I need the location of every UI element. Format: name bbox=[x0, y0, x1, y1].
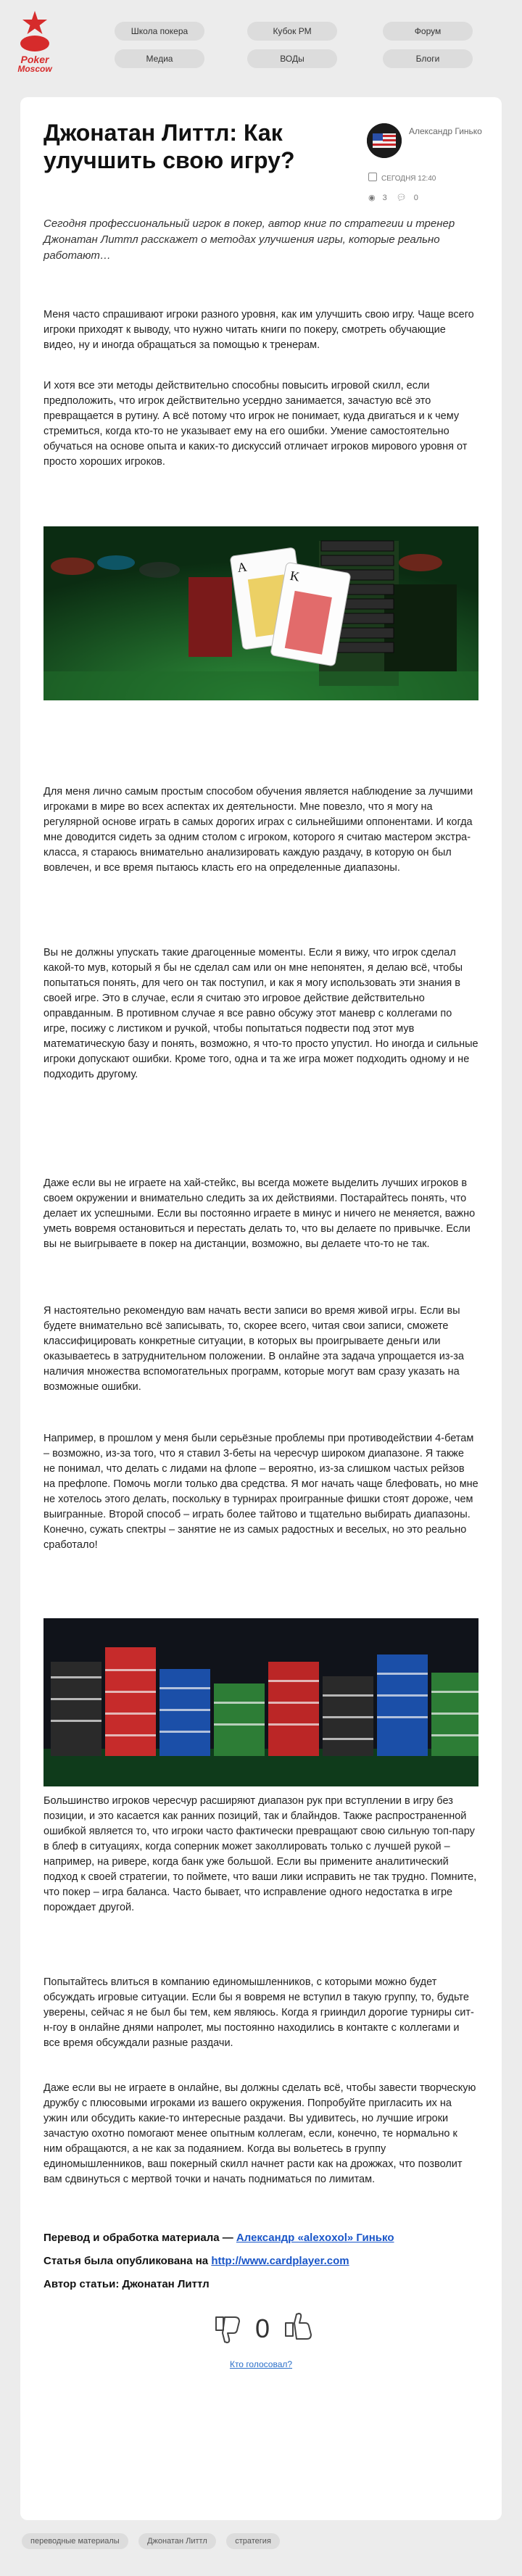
source-link[interactable]: http://www.cardplayer.com bbox=[211, 2255, 349, 2267]
published-credit bbox=[44, 2255, 478, 2267]
publish-date bbox=[368, 173, 436, 183]
paragraph-1: Меня часто спрашивают игроки разного уровня, как им улучшить свою игру. Чаще всего игроки приходят к выводу, что нужно читать книги по покеру, смотреть обучающие видео, ну и иногда обращаться за помощью к тренерам. bbox=[44, 309, 474, 351]
chip-disc bbox=[20, 36, 49, 51]
poker-chips-cards-photo bbox=[44, 526, 478, 700]
article-stats bbox=[368, 193, 426, 202]
nav-poker-school[interactable]: Школа покера bbox=[115, 22, 204, 41]
paragraph-7: Например, в прошлом у меня были серьёзные проблемы при противодействии 4-бетам – возможно, из-за того, что я ставил 3-беты на чересчур широком диапазоне. Я также не понимал, что делать с лидами на флопе – вероятно, из-за слишком частых рейзов на префлопе. Помочь могли только два средства. Я мог начать чаще блефовать, но мне не хотелось этого делать, поскольку в турнирах проигранные фишки стоят дороже, чем выигранные. Второй способ – играть более тайтово и тщательно выбирать диапазоны. Конечно, сужать спектры – занятие не из самых радостных и веселых, но это реально сработало! bbox=[44, 1433, 478, 1551]
paragraph-2: И хотя все эти методы действительно способны повысить игровой скилл, если предположить, что игрок действительно усердно занимается, зачастую всё это превращается в рутину. А всё потому что игрок не понимает, куда двигаться и к чему стремиться, когда кто-то не указывает ему на его ошибки. Умение самостоятельно обучаться на основе опыта и каких-то дискуссий отличает игроков мирового уровня от просто хороших игроков. bbox=[44, 380, 468, 468]
calendar-icon bbox=[368, 173, 377, 181]
paragraph-4: Вы не должны упускать такие драгоценные моменты. Если я вижу, что игрок сделал какой-то мув, который я бы не сделал сам или он мне непонятен, я делаю всё, чтобы попытаться понять, для чего он так поступил, и как я могу использовать эти знания в своей игре. Это в случае, если я считаю это игровое действие действительно оправданным. В противном случае я все равно обсужу этот маневр с коллегами по игре, посижу с листиком и ручкой, чтобы попытаться подвести под этот мув математическую базу и понять, возможно, я что-то просто упустил. Но иногда и сильные игроки допускают ошибки. Кроме того, одна и та же игра может подходить одному и не подходить другому. bbox=[44, 947, 478, 1080]
svg-text:K: K bbox=[289, 568, 301, 584]
thumbs-down-icon[interactable] bbox=[212, 2313, 244, 2345]
paragraph-5: Даже если вы не играете на хай-стейкс, вы всегда можете выделить лучших игроков в своем окружении и внимательно следить за их действиями. Постарайтесь понять, что делает их успешными. Если вы постоянно играете в минус и ничего не меняется, важно уметь вовремя остановиться и перестать делать то, что вы делаете по привычке. Если вы не выигрываете в покер на дистанции, возможно, вы делаете что-то не так. bbox=[44, 1177, 476, 1250]
vote-widget bbox=[212, 2308, 313, 2352]
article-author-credit: Автор статьи: Джонатан Литтл bbox=[44, 2278, 210, 2290]
nav-forum[interactable]: Форум bbox=[383, 22, 473, 41]
translation-credit bbox=[44, 2232, 478, 2244]
svg-text:A: A bbox=[236, 559, 248, 576]
paragraph-8: Большинство игроков чересчур расширяют диапазон рук при вступлении в игру без позиции, и это касается как ранних позиций, так и блайндов. Также распространенной ошибкой является то, что игроки часто фактически превращают свою сильную топ-пару в блеф в ситуациях, когда соперник может заколлировать только с лучшей рукой – например, на ривере, когда банк уже большой. Если вы примените аналитический подход к своей стратегии, то поймете, что ваши лики исправить не так трудно. Помните, что покер – игра баланса. Часто бывает, что исправление одного недостатка в игре порождает другой. bbox=[44, 1795, 477, 1913]
chip-stacks-photo bbox=[44, 1618, 478, 1786]
comments-icon[interactable]: 💬︎ bbox=[396, 194, 407, 202]
author-name[interactable]: Александр Гинько bbox=[409, 126, 482, 136]
translator-link[interactable]: Александр «alexoxol» Гинько bbox=[236, 2232, 394, 2244]
poker-moscow-logo[interactable] bbox=[13, 10, 57, 90]
tag-list bbox=[22, 2533, 287, 2549]
who-voted-link[interactable]: Кто голосовал? bbox=[229, 2359, 293, 2369]
article-title: Джонатан Литтл: Как улучшить свою игру? bbox=[44, 120, 295, 173]
star-icon bbox=[22, 10, 48, 35]
logo-word-poker: Poker bbox=[20, 54, 49, 65]
article-lead: Сегодня профессиональный игрок в покер, автор книг по стратегии и тренер Джонатан Литтл расскажет о методах улучшения игры, которые реально работают… bbox=[44, 218, 455, 262]
site-header bbox=[0, 0, 522, 94]
views-icon: ◉ bbox=[368, 194, 376, 202]
date-text: СЕГОДНЯ 12:40 bbox=[381, 175, 436, 183]
paragraph-6: Я настоятельно рекомендую вам начать вести записи во время живой игры. Если вы будете внимательно всё записывать, то, скорее всего, читая свои записи, сможете классифицировать конкретные ситуации, в которых вы проигрываете деньги или оказываетесь в затруднительном положении. В онлайне эта задача упрощается из-за наличия множества вспомогательных программ, которые могут вам сразу указать на возможные ошибки. bbox=[44, 1305, 464, 1393]
tag-item[interactable]: Джонатан Литтл bbox=[138, 2533, 216, 2549]
paragraph-10: Даже если вы не играете в онлайне, вы должны сделать всё, чтобы завести творческую дружбу с плюсовыми игроками из вашего окружения. Попробуйте пригласить их на ужин или обсудить какие-то интересные раздачи. Вы удивитесь, но лучшие игроки зачастую охотно помогают менее опытным коллегам, если, конечно, те нормально к ним обращаются, а не как за подаянием. Когда вы вольетесь в группу единомышленников, ваш покерный скилл начнет расти как на дрожжах, что позволит вам сдвинуться с мертвой точки и начать подниматься по лимитам. bbox=[44, 2082, 476, 2185]
nav-media[interactable]: Медиа bbox=[115, 49, 204, 68]
chips-and-aces-image-icon bbox=[44, 526, 478, 700]
article-card bbox=[20, 97, 502, 2520]
nav-blogs[interactable]: Блоги bbox=[383, 49, 473, 68]
chip-stacks-image-icon bbox=[44, 1618, 478, 1786]
tag-item[interactable]: стратегия bbox=[226, 2533, 280, 2549]
published-prefix: Статья была опубликована на bbox=[44, 2255, 212, 2267]
nav-vody[interactable]: ВОДы bbox=[247, 49, 337, 68]
logo-word-moscow: Moscow bbox=[17, 64, 52, 74]
translation-prefix: Перевод и обработка материала — bbox=[44, 2232, 236, 2244]
author-avatar[interactable] bbox=[367, 123, 402, 158]
paragraph-3: Для меня лично самым простым способом обучения является наблюдение за лучшими игроками в мире во всех аспектах их деятельности. Мне повезло, что я могу на регулярной основе играть в самых дорогих играх с сильнейшими оппонентами. И когда мне доводится сидеть за одним столом с игроком, которого я считаю мастером экстра-класса, я стараюсь внимательно анализировать каждую раздачу, в которую он был вовлечен, и все время пытаюсь класть его на определенные диапазоны. bbox=[44, 786, 473, 874]
vote-count: 0 bbox=[254, 2314, 270, 2343]
thumbs-up-icon[interactable] bbox=[281, 2308, 313, 2340]
avatar-image-icon bbox=[367, 123, 402, 158]
views-count: 3 bbox=[382, 194, 387, 202]
tag-item[interactable]: переводные материалы bbox=[22, 2533, 128, 2549]
nav-rm-cup[interactable]: Кубок РМ bbox=[247, 22, 337, 41]
comments-count: 0 bbox=[413, 194, 418, 202]
paragraph-9: Попытайтесь влиться в компанию единомышленников, с которыми можно будет обсуждать игровые ситуации. Если бы я вовремя не вступил в такую группу, то, будьте уверены, сейчас я не был бы тем, кем являюсь. Когда я грииндил дорогие турниры сит-н-гоу в онлайне днями напролет, мы постоянно находились в контакте с коллегами и все время обсуждали разные раздачи. bbox=[44, 1976, 474, 2049]
